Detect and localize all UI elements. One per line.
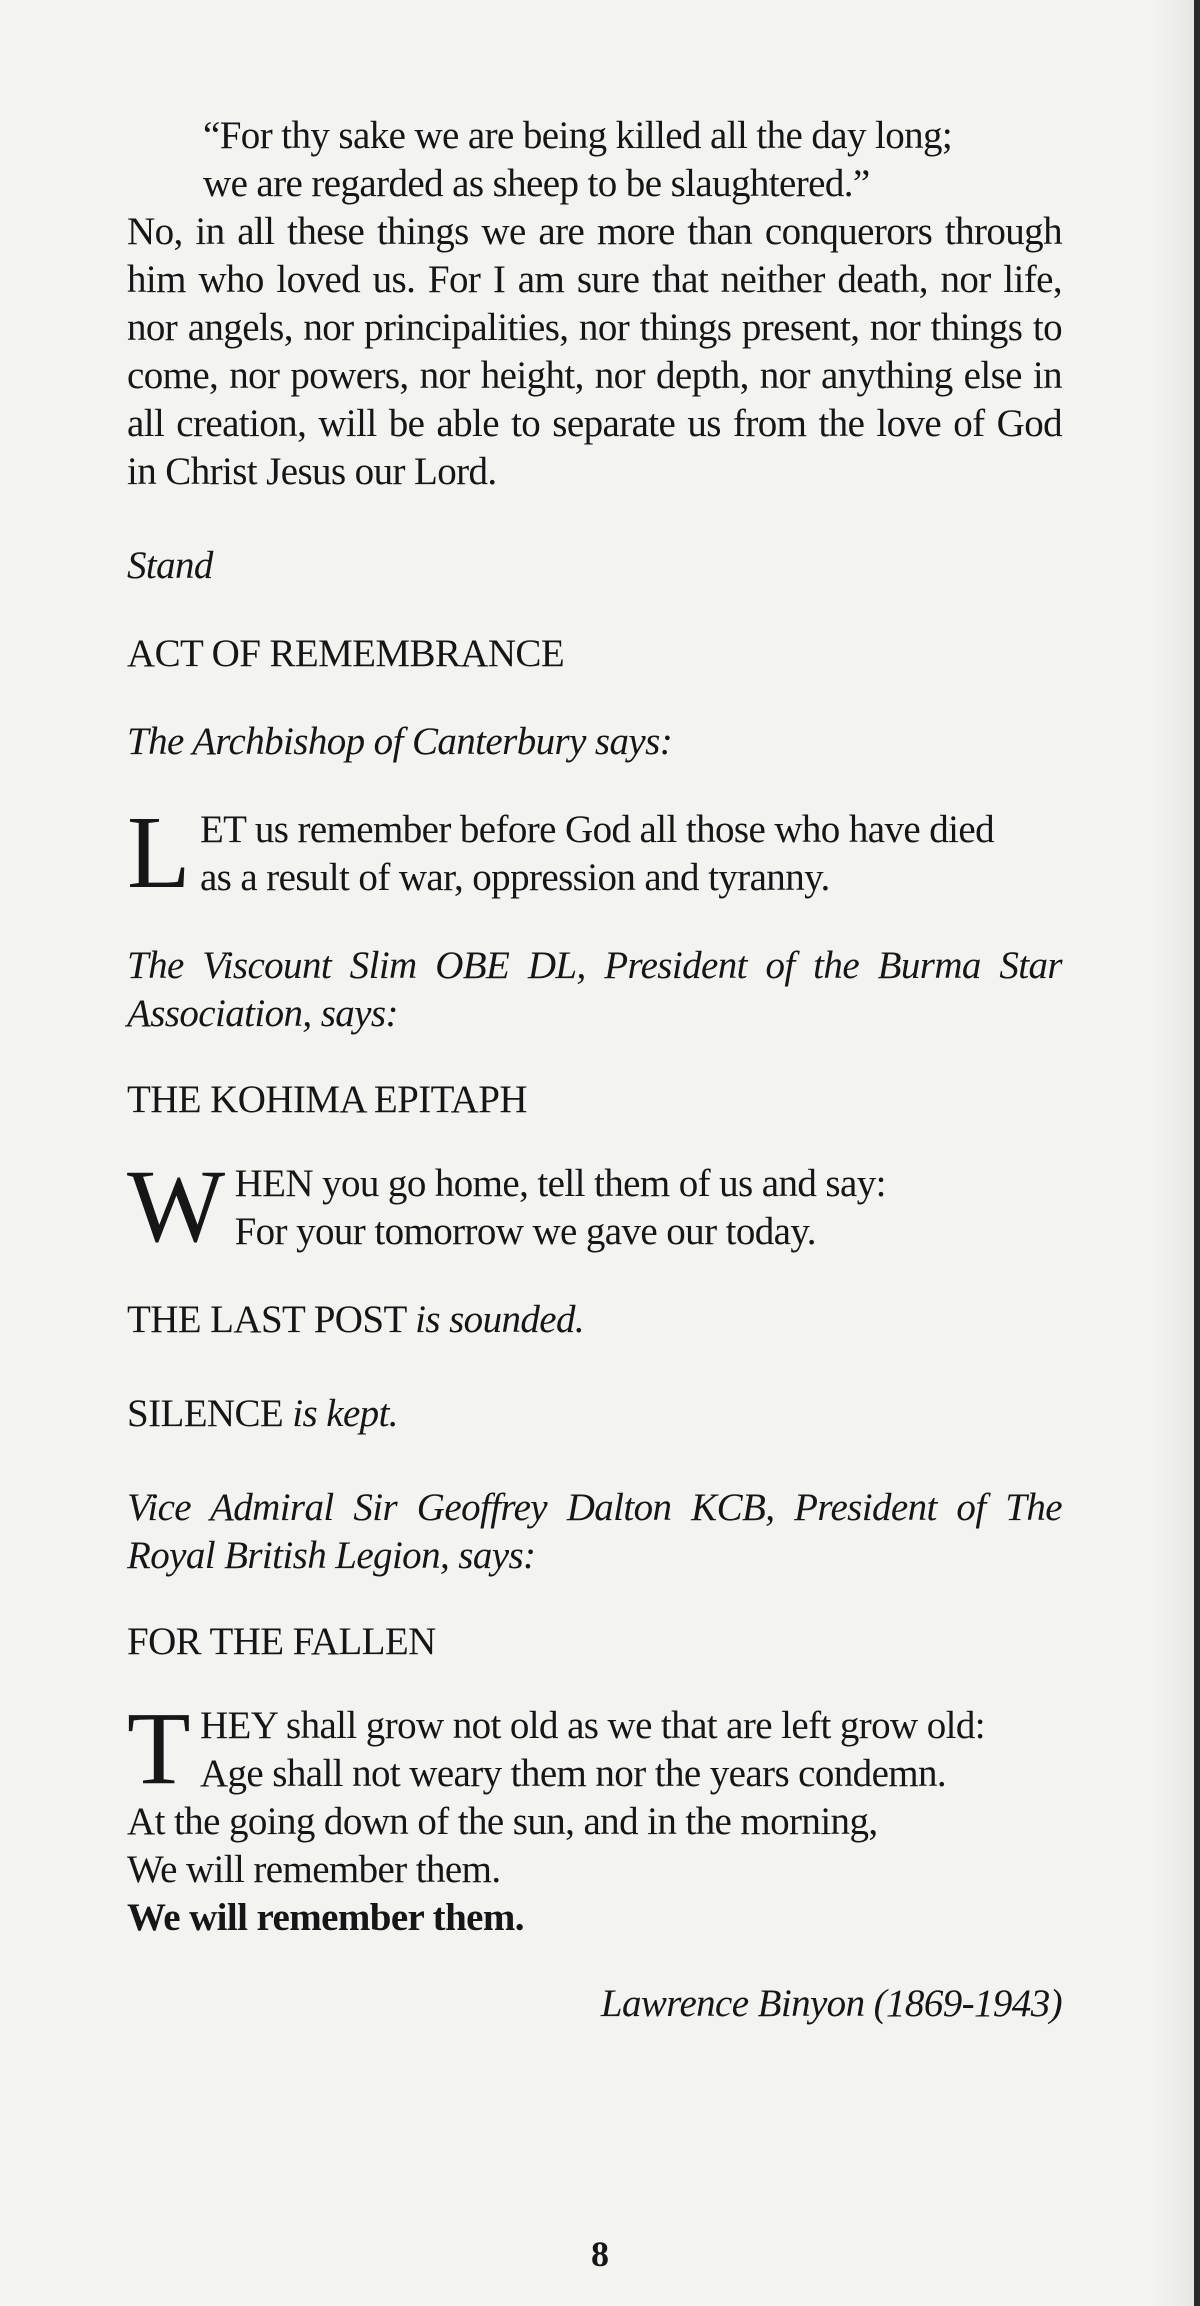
kohima-line-1: HEN you go home, tell them of us and say: bbox=[234, 1162, 886, 1205]
silence-rubric: is kept. bbox=[292, 1392, 398, 1435]
page-edge bbox=[1194, 0, 1200, 2306]
for-the-fallen-heading: FOR THE FALLEN bbox=[127, 1620, 436, 1663]
silence-caps: SILENCE bbox=[127, 1392, 284, 1435]
kohima-epitaph bbox=[127, 1149, 1062, 1264]
let-us-remember-prayer bbox=[127, 795, 1062, 910]
prayer-line-1: ET us remember before God all those who have died bbox=[199, 808, 994, 851]
attribution: Lawrence Binyon (1869-1943) bbox=[600, 1982, 1062, 2025]
kohima-epitaph-heading: THE KOHIMA EPITAPH bbox=[127, 1078, 527, 1121]
dropcap-l: L bbox=[127, 795, 190, 910]
for-the-fallen-poem bbox=[127, 1691, 1062, 1806]
prayer-line-2: as a result of war, oppression and tyranny. bbox=[199, 856, 830, 899]
fallen-line-4: We will remember them. bbox=[127, 1848, 501, 1891]
scripture-quote-line-1: “For thy sake we are being killed all the day long; bbox=[203, 114, 953, 157]
fallen-line-3: At the going down of the sun, and in the morning, bbox=[127, 1800, 878, 1843]
slim-rubric: The Viscount Slim OBE DL, President of the Burma Star Association, says: bbox=[127, 944, 1062, 1035]
dalton-rubric: Vice Admiral Sir Geoffrey Dalton KCB, President of The Royal British Legion, says: bbox=[127, 1486, 1062, 1577]
page-content bbox=[127, 112, 1062, 2028]
scripture-quote-line-2: we are regarded as sheep to be slaughtered.” bbox=[203, 162, 870, 205]
last-post-instruction bbox=[127, 1296, 1062, 1344]
scripture-passage: No, in all these things we are more than conquerors through him who loved us. For I am sure that neither death, nor life, nor angels, nor principalities, nor things present, nor things to come, nor powers, nor height, nor depth, nor anything else in all creation, will be able to separate us from the love of God in Christ Jesus our Lord. bbox=[127, 210, 1062, 493]
page-shadow bbox=[1154, 0, 1194, 2306]
fallen-line-1: HEY shall grow not old as we that are left grow old: bbox=[199, 1704, 986, 1747]
fallen-line-2: Age shall not weary them nor the years condemn. bbox=[199, 1752, 947, 1795]
last-post-caps: THE LAST POST bbox=[127, 1298, 406, 1341]
last-post-rubric: is sounded. bbox=[415, 1298, 585, 1341]
dropcap-t: T bbox=[127, 1691, 190, 1806]
page-number: 8 bbox=[591, 2234, 609, 2274]
silence-instruction bbox=[127, 1390, 1062, 1438]
archbishop-rubric: The Archbishop of Canterbury says: bbox=[127, 720, 673, 763]
act-of-remembrance-heading: ACT OF REMEMBRANCE bbox=[127, 632, 565, 675]
dropcap-w: W bbox=[127, 1149, 225, 1264]
kohima-line-2: For your tomorrow we gave our today. bbox=[234, 1210, 816, 1253]
stand-rubric: Stand bbox=[127, 544, 213, 587]
fallen-response: We will remember them. bbox=[127, 1896, 524, 1939]
